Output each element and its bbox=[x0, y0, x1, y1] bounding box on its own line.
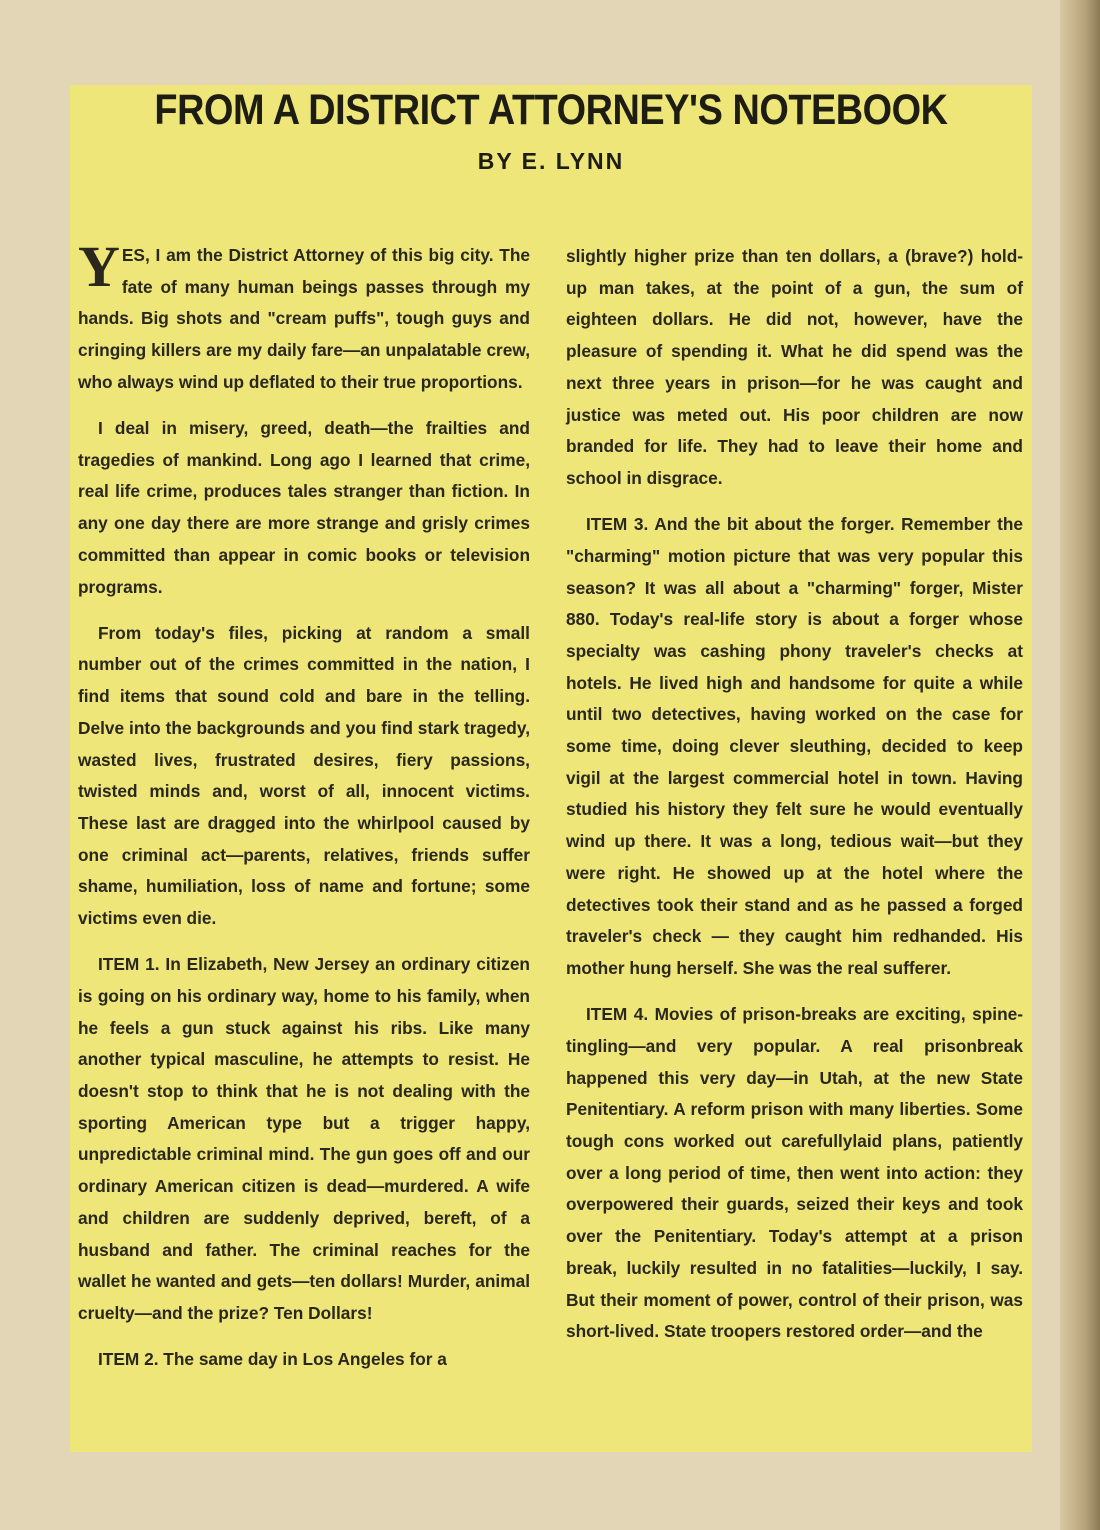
right-column bbox=[566, 241, 1023, 1362]
page-edge bbox=[1060, 0, 1100, 1530]
drop-cap: Y bbox=[78, 234, 120, 299]
paragraph-text: ES, I am the District Attorney of this big city. The fate of many human beings passes through my hands. Big shots and "cream puffs", tough guys and cringing killers are my daily fare—an unpalatable crew, who always wind up deflated to their true proportions. bbox=[78, 245, 530, 392]
paragraph: I deal in misery, greed, death—the frailties and tragedies of mankind. Long ago I learned that crime, real life crime, produces tales stranger than fiction. In any one day there are more strange and grisly crimes committed than appear in comic books or television programs. bbox=[78, 418, 530, 597]
paragraph: ITEM 4. Movies of prison-breaks are exciting, spine-tingling—and very popular. A real prisonbreak happened this very day—in Utah, at the new State Penitentiary. A reform prison with many liberties. Some tough cons worked out carefullylaid plans, patiently over a long period of time, then went into action: they overpowered their guards, seized their keys and took over the Penitentiary. Today's attempt at a prison break, luckily resulted in no fatalities—luckily, I say. But their moment of power, control of their prison, was short-lived. State troopers restored order—and the bbox=[566, 1004, 1023, 1342]
paragraph: ITEM 1. In Elizabeth, New Jersey an ordinary citizen is going on his ordinary way, home to his family, when he feels a gun stuck against his ribs. Like many another typical masculine, he attempts to resist. He doesn't stop to think that he is not dealing with the sporting American type but a trigger happy, unpredictable criminal mind. The gun goes off and our ordinary American citizen is dead—murdered. A wife and children are suddenly deprived, bereft, of a husband and father. The criminal reaches for the wallet he wanted and gets—ten dollars! Murder, animal cruelty—and the prize? Ten Dollars! bbox=[78, 954, 530, 1323]
left-column bbox=[78, 234, 530, 1390]
paragraph: slightly higher prize than ten dollars, a (brave?) hold-up man takes, at the point of a gun, the sum of eighteen dollars. He did not, however, have the pleasure of spending it. What he did spend was the next three years in prison—for he was caught and justice was meted out. His poor children are now branded for life. They had to leave their home and school in disgrace. bbox=[566, 246, 1023, 488]
paragraph bbox=[78, 234, 530, 399]
paragraph: From today's files, picking at random a small number out of the crimes committed in the nation, I find items that sound cold and bare in the telling. Delve into the backgrounds and you find stark tragedy, wasted lives, frustrated desires, fiery passions, twisted minds and, worst of all, innocent victims. These last are dragged into the whirlpool caused by one criminal act—parents, relatives, friends suffer shame, humiliation, loss of name and fortune; some victims even die. bbox=[78, 622, 530, 929]
article-title: FROM A DISTRICT ATTORNEY'S NOTEBOOK bbox=[154, 86, 948, 134]
byline: BY E. LYNN bbox=[477, 148, 625, 174]
paragraph: ITEM 2. The same day in Los Angeles for a bbox=[98, 1349, 447, 1370]
paragraph: ITEM 3. And the bit about the forger. Remember the "charming" motion picture that was very popular this season? It was all about a "charming" forger, Mister 880. Today's real-life story is about a forger whose specialty was cashing phony traveler's checks at hotels. He lived high and handsome for quite a while until two detectives, having worked on the case for some time, doing clever sleuthing, decided to keep vigil at the largest commercial hotel in town. Having studied his history they felt sure he would eventually wind up there. It was a long, tedious wait—but they were right. He showed up at the hotel where the detectives took their stand and as he passed a forged traveler's check — they caught him redhanded. His mother hung herself. She was the real sufferer. bbox=[566, 514, 1023, 978]
